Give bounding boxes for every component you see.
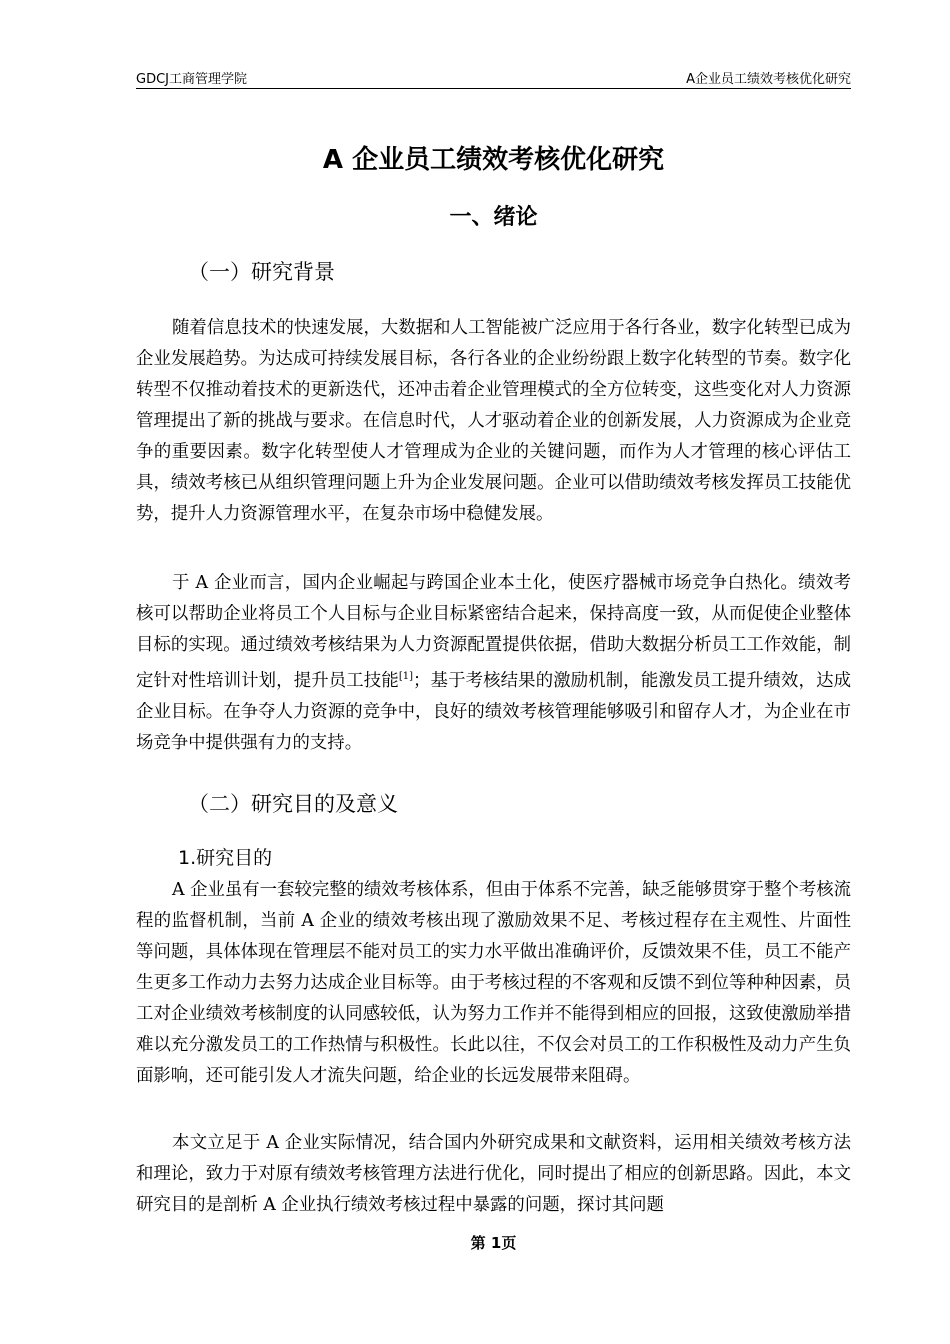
header-institution: GDCJ工商管理学院 — [136, 72, 247, 87]
section-heading-purpose: （二）研究目的及意义 — [188, 792, 398, 816]
paragraph-purpose-2: 本文立足于 A 企业实际情况，结合国内外研究成果和文献资料，运用相关绩效考核方法和理论，致力于对原有绩效考核管理方法进行优化，同时提出了相应的创新思路。因此，本文研究目的是剖析 A 企业执行绩效考核过程中暴露的问题，探讨其问题 — [136, 1133, 851, 1215]
header-document-title: A企业员工绩效考核优化研究 — [686, 72, 851, 87]
document-title: A 企业员工绩效考核优化研究 — [322, 145, 665, 175]
page-number: 第 1页 — [470, 1234, 517, 1252]
page-header — [136, 66, 851, 89]
paragraph-text: ；基于考核结果的激励机制，能激发员工提升绩效，达成企业目标。在争夺人力资源的竞争中，良好的绩效考核管理能够吸引和留存人才，为企业在市场竞争中提供强有力的支持。 — [136, 670, 851, 753]
paragraph-background-1: 随着信息技术的快速发展，大数据和人工智能被广泛应用于各行各业，数字化转型已成为企业发展趋势。为达成可持续发展目标，各行各业的企业纷纷跟上数字化转型的节奏。数字化转型不仅推动着技术的更新迭代，还冲击着企业管理模式的全方位转变，这些变化对人力资源管理提出了新的挑战与要求。在信息时代，人才驱动着企业的创新发展，人力资源成为企业竞争的重要因素。数字化转型使人才管理成为企业的关键问题，而作为人才管理的核心评估工具，绩效考核已从组织管理问题上升为企业发展问题。企业可以借助绩效考核发挥员工技能优势，提升人力资源管理水平，在复杂市场中稳健发展。 — [136, 318, 851, 524]
citation-reference: [1] — [398, 671, 414, 682]
subsection-heading-purpose: 1.研究目的 — [178, 847, 273, 869]
paragraph-background-2 — [136, 568, 851, 759]
paragraph-text: 于 A 企业而言，国内企业崛起与跨国企业本土化，使医疗器械市场竞争白热化。绩效考核可以帮助企业将员工个人目标与企业目标紧密结合起来，保持高度一致，从而促使企业整体目标的实现。通过绩效考核结果为人力资源配置提供依据，借助大数据分析员工工作效能，制定针对性培训计划，提升员工技能 — [136, 573, 851, 691]
paragraph-purpose-1: A 企业虽有一套较完整的绩效考核体系，但由于体系不完善，缺乏能够贯穿于整个考核流程的监督机制，当前 A 企业的绩效考核出现了激励效果不足、考核过程存在主观性、片面性等问题，具体体现在管理层不能对员工的实力水平做出准确评价，反馈效果不佳，员工不能产生更多工作动力去努力达成企业目标等。由于考核过程的不客观和反馈不到位等种种因素，员工对企业绩效考核制度的认同感较低，认为努力工作并不能得到相应的回报，这致使激励举措难以充分激发员工的工作热情与积极性。长此以往，不仅会对员工的工作积极性及动力产生负面影响，还可能引发人才流失问题，给企业的长远发展带来阻碍。 — [136, 880, 851, 1086]
chapter-heading: 一、绪论 — [449, 205, 538, 230]
section-heading-background: （一）研究背景 — [188, 260, 335, 284]
